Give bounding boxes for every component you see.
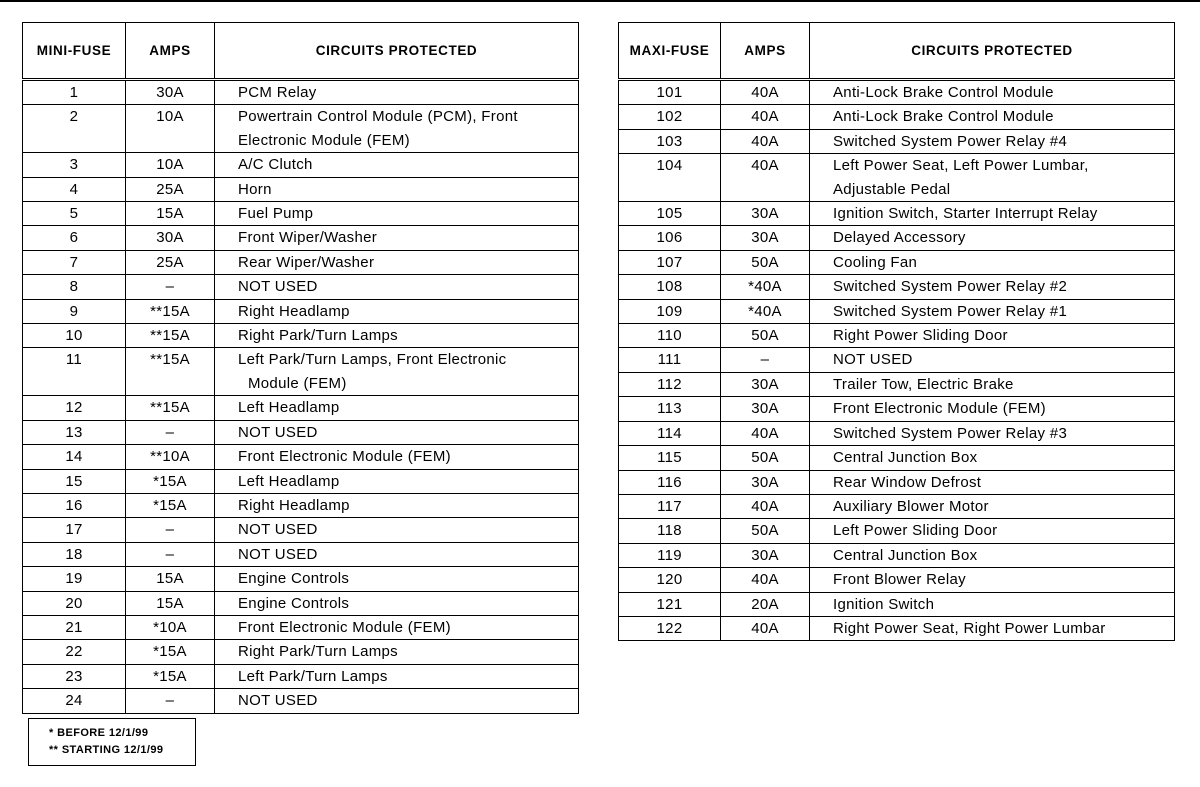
maxi-circuit-cell: [810, 324, 1175, 348]
maxi-circuit-cell: [810, 543, 1175, 567]
mini-amp-rating: 30A: [126, 80, 215, 105]
mini-amp-rating: 25A: [126, 177, 215, 201]
maxi-row: [619, 348, 1175, 372]
maxi-circuit-cell: [810, 202, 1175, 226]
maxi-amp-rating: 50A: [721, 446, 810, 470]
maxi-fuse-number: 121: [619, 592, 721, 616]
maxi-row: [619, 519, 1175, 543]
maxi-amp-rating: 30A: [721, 543, 810, 567]
mini-amp-rating: –: [126, 420, 215, 444]
maxi-fuse-number: 118: [619, 519, 721, 543]
maxi-circuit-cell: [810, 250, 1175, 274]
maxi-circuit-cell: [810, 494, 1175, 518]
maxi-amp-rating: 40A: [721, 154, 810, 202]
mini-amp-rating: –: [126, 689, 215, 713]
mini-circuit-text: Rear Wiper/Washer: [238, 253, 375, 271]
mini-circuit-cell: [215, 664, 579, 688]
mini-amp-rating: *15A: [126, 469, 215, 493]
maxi-row: [619, 324, 1175, 348]
mini-fuse-number: 2: [23, 105, 126, 153]
mini-amp-rating: 30A: [126, 226, 215, 250]
mini-row: [23, 177, 579, 201]
maxi-amp-rating: 50A: [721, 519, 810, 543]
mini-row: [23, 275, 579, 299]
mini-row: [23, 567, 579, 591]
maxi-amp-rating: 40A: [721, 616, 810, 640]
maxi-row: [619, 446, 1175, 470]
maxi-row: [619, 372, 1175, 396]
mini-fuse-number: 1: [23, 80, 126, 105]
mini-row: [23, 80, 579, 105]
maxi-circuit-cell: [810, 154, 1175, 202]
mini-circuit-cell: [215, 348, 579, 396]
mini-row: [23, 250, 579, 274]
mini-fuse-number: 24: [23, 689, 126, 713]
mini-circuit-cell: [215, 226, 579, 250]
mini-row: [23, 493, 579, 517]
maxi-fuse-number: 116: [619, 470, 721, 494]
mini-circuit-cell: [215, 689, 579, 713]
maxi-circuit-text: Switched System Power Relay #1: [833, 302, 1068, 320]
maxi-circuit-cell: [810, 348, 1175, 372]
maxi-circuit-text: Delayed Accessory: [833, 229, 966, 247]
maxi-amp-rating: 30A: [721, 226, 810, 250]
maxi-row: [619, 129, 1175, 153]
maxi-circuits-header: CIRCUITS PROTECTED: [810, 23, 1175, 80]
mini-fuse-number: 7: [23, 250, 126, 274]
maxi-circuit-text: Right Power Sliding Door: [833, 327, 1008, 345]
mini-circuit-text: PCM Relay: [238, 84, 317, 101]
maxi-row: [619, 275, 1175, 299]
maxi-fuse-number: 104: [619, 154, 721, 202]
mini-circuit-text: Left Headlamp: [238, 399, 340, 417]
mini-circuit-text: Engine Controls: [238, 570, 350, 588]
mini-circuit-cell: [215, 518, 579, 542]
mini-fuse-number: 19: [23, 567, 126, 591]
maxi-circuit-text: Left Power Sliding Door: [833, 522, 998, 540]
mini-row: [23, 299, 579, 323]
mini-circuit-text: Horn: [238, 180, 272, 198]
maxi-row: [619, 543, 1175, 567]
mini-fuse-number: 12: [23, 396, 126, 420]
mini-row: [23, 689, 579, 713]
mini-row: [23, 518, 579, 542]
mini-amp-rating: **15A: [126, 348, 215, 396]
mini-circuit-cell: [215, 591, 579, 615]
mini-row: [23, 591, 579, 615]
maxi-amp-rating: *40A: [721, 275, 810, 299]
mini-amp-rating: –: [126, 275, 215, 299]
maxi-row: [619, 592, 1175, 616]
mini-row: [23, 348, 579, 396]
mini-fuse-number: 21: [23, 615, 126, 639]
mini-row: [23, 105, 579, 153]
maxi-circuit-cell: [810, 105, 1175, 129]
mini-circuit-text: Electronic Module (FEM): [238, 131, 410, 149]
maxi-row: [619, 568, 1175, 592]
mini-amp-rating: **10A: [126, 445, 215, 469]
mini-circuit-text: Left Park/Turn Lamps, Front Electronic: [238, 351, 507, 369]
maxi-amp-rating: 40A: [721, 568, 810, 592]
mini-circuit-text: A/C Clutch: [238, 156, 313, 174]
maxi-row: [619, 226, 1175, 250]
maxi-fuse-number: 119: [619, 543, 721, 567]
maxi-amp-rating: 30A: [721, 470, 810, 494]
mini-row: [23, 324, 579, 348]
mini-fuse-number: 22: [23, 640, 126, 664]
maxi-circuit-text: Central Junction Box: [833, 449, 978, 467]
mini-circuit-text: Fuel Pump: [238, 205, 314, 223]
mini-row: [23, 420, 579, 444]
mini-fuse-number: 11: [23, 348, 126, 396]
maxi-amp-rating: 40A: [721, 494, 810, 518]
maxi-row: [619, 250, 1175, 274]
top-rule: [0, 0, 1200, 2]
mini-fuse-number: 10: [23, 324, 126, 348]
maxi-row: [619, 202, 1175, 226]
mini-amp-rating: *15A: [126, 664, 215, 688]
maxi-circuit-text: Cooling Fan: [833, 253, 918, 271]
maxi-fuse-number: 111: [619, 348, 721, 372]
maxi-circuit-text: NOT USED: [833, 351, 913, 369]
maxi-circuit-text: Left Power Seat, Left Power Lumbar,: [833, 157, 1089, 175]
mini-circuit-cell: [215, 640, 579, 664]
maxi-fuse-number: 114: [619, 421, 721, 445]
mini-fuse-number: 8: [23, 275, 126, 299]
maxi-circuit-text: Ignition Switch, Starter Interrupt Relay: [833, 205, 1098, 223]
maxi-row: [619, 494, 1175, 518]
mini-row: [23, 469, 579, 493]
mini-row: [23, 445, 579, 469]
maxi-row: [619, 397, 1175, 421]
mini-circuit-cell: [215, 420, 579, 444]
maxi-row: [619, 299, 1175, 323]
maxi-fuse-number: 113: [619, 397, 721, 421]
maxi-amp-rating: 40A: [721, 80, 810, 105]
mini-circuits-header: CIRCUITS PROTECTED: [215, 23, 579, 80]
maxi-fuse-number: 115: [619, 446, 721, 470]
mini-circuit-text: NOT USED: [238, 545, 318, 563]
maxi-fuse-number: 112: [619, 372, 721, 396]
maxi-amp-rating: –: [721, 348, 810, 372]
maxi-fuse-number: 107: [619, 250, 721, 274]
maxi-row: [619, 154, 1175, 202]
mini-circuit-text: Front Electronic Module (FEM): [238, 448, 451, 466]
maxi-row: [619, 421, 1175, 445]
mini-circuit-cell: [215, 445, 579, 469]
maxi-fuse-number: 106: [619, 226, 721, 250]
mini-row: [23, 226, 579, 250]
mini-row: [23, 202, 579, 226]
mini-amp-rating: 15A: [126, 591, 215, 615]
mini-fuse-number: 6: [23, 226, 126, 250]
maxi-circuit-text: Ignition Switch: [833, 595, 935, 613]
maxi-amps-header: AMPS: [721, 23, 810, 80]
maxi-circuit-cell: [810, 372, 1175, 396]
maxi-amp-rating: 30A: [721, 372, 810, 396]
maxi-fuse-number: 108: [619, 275, 721, 299]
mini-circuit-text: Right Park/Turn Lamps: [238, 327, 398, 345]
mini-circuit-cell: [215, 324, 579, 348]
mini-row: [23, 396, 579, 420]
mini-amp-rating: **15A: [126, 324, 215, 348]
mini-circuit-text: Left Headlamp: [238, 472, 340, 490]
mini-circuit-text: NOT USED: [238, 423, 318, 441]
mini-circuit-text: NOT USED: [238, 521, 318, 539]
mini-header-row: [23, 23, 579, 80]
mini-fuse-number: 18: [23, 542, 126, 566]
maxi-fuse-table: [618, 22, 1175, 641]
mini-fuse-number: 13: [23, 420, 126, 444]
maxi-fuse-rows: [619, 80, 1175, 641]
maxi-circuit-cell: [810, 80, 1175, 105]
mini-circuit-cell: [215, 250, 579, 274]
maxi-circuit-cell: [810, 568, 1175, 592]
mini-circuit-cell: [215, 469, 579, 493]
maxi-amp-rating: 40A: [721, 421, 810, 445]
mini-circuit-text: NOT USED: [238, 692, 318, 710]
maxi-circuit-text: Anti-Lock Brake Control Module: [833, 108, 1054, 126]
mini-fuse-header: MINI-FUSE: [23, 23, 126, 80]
mini-fuse-number: 9: [23, 299, 126, 323]
maxi-circuit-text: Auxiliary Blower Motor: [833, 497, 989, 515]
mini-circuit-cell: [215, 567, 579, 591]
maxi-row: [619, 616, 1175, 640]
maxi-amp-rating: 20A: [721, 592, 810, 616]
mini-amp-rating: **15A: [126, 396, 215, 420]
mini-row: [23, 615, 579, 639]
mini-circuit-text: Right Park/Turn Lamps: [238, 643, 398, 661]
maxi-fuse-number: 122: [619, 616, 721, 640]
maxi-circuit-cell: [810, 592, 1175, 616]
mini-amps-header: AMPS: [126, 23, 215, 80]
maxi-circuit-text: Switched System Power Relay #3: [833, 424, 1068, 442]
maxi-fuse-number: 110: [619, 324, 721, 348]
legend-starting: ** STARTING 12/1/99: [49, 744, 164, 756]
mini-circuit-cell: [215, 202, 579, 226]
mini-row: [23, 153, 579, 177]
maxi-amp-rating: 30A: [721, 397, 810, 421]
maxi-fuse-header: MAXI-FUSE: [619, 23, 721, 80]
mini-circuit-cell: [215, 80, 579, 105]
maxi-fuse-number: 117: [619, 494, 721, 518]
maxi-amp-rating: 30A: [721, 202, 810, 226]
mini-fuse-number: 14: [23, 445, 126, 469]
mini-row: [23, 640, 579, 664]
maxi-amp-rating: 40A: [721, 105, 810, 129]
mini-row: [23, 664, 579, 688]
mini-fuse-number: 23: [23, 664, 126, 688]
mini-fuse-number: 20: [23, 591, 126, 615]
maxi-circuit-cell: [810, 470, 1175, 494]
date-legend: [28, 718, 196, 766]
mini-amp-rating: 25A: [126, 250, 215, 274]
maxi-row: [619, 105, 1175, 129]
mini-circuit-text: Left Park/Turn Lamps: [238, 667, 388, 685]
mini-fuse-number: 5: [23, 202, 126, 226]
mini-circuit-text: Right Headlamp: [238, 302, 350, 320]
maxi-circuit-cell: [810, 226, 1175, 250]
mini-circuit-cell: [215, 542, 579, 566]
maxi-row: [619, 470, 1175, 494]
maxi-header-row: [619, 23, 1175, 80]
maxi-circuit-cell: [810, 129, 1175, 153]
mini-fuse-number: 15: [23, 469, 126, 493]
maxi-row: [619, 80, 1175, 105]
maxi-circuit-text: Adjustable Pedal: [833, 180, 951, 198]
maxi-amp-rating: 40A: [721, 129, 810, 153]
maxi-amp-rating: 50A: [721, 250, 810, 274]
mini-amp-rating: 15A: [126, 202, 215, 226]
maxi-circuit-text: Trailer Tow, Electric Brake: [833, 375, 1014, 393]
mini-fuse-rows: [23, 80, 579, 714]
mini-amp-rating: *15A: [126, 640, 215, 664]
mini-circuit-cell: [215, 396, 579, 420]
mini-fuse-number: 17: [23, 518, 126, 542]
mini-fuse-number: 16: [23, 493, 126, 517]
maxi-fuse-number: 101: [619, 80, 721, 105]
mini-amp-rating: 10A: [126, 153, 215, 177]
mini-amp-rating: *10A: [126, 615, 215, 639]
mini-row: [23, 542, 579, 566]
mini-circuit-cell: [215, 275, 579, 299]
mini-amp-rating: 10A: [126, 105, 215, 153]
maxi-circuit-cell: [810, 299, 1175, 323]
mini-amp-rating: 15A: [126, 567, 215, 591]
mini-circuit-cell: [215, 105, 579, 153]
maxi-circuit-cell: [810, 275, 1175, 299]
maxi-fuse-number: 109: [619, 299, 721, 323]
maxi-circuit-text: Rear Window Defrost: [833, 473, 982, 491]
mini-circuit-cell: [215, 299, 579, 323]
maxi-fuse-number: 120: [619, 568, 721, 592]
mini-fuse-table: [22, 22, 579, 714]
maxi-fuse-number: 102: [619, 105, 721, 129]
legend-before: * BEFORE 12/1/99: [49, 727, 149, 739]
mini-circuit-text: Engine Controls: [238, 594, 350, 612]
maxi-fuse-number: 105: [619, 202, 721, 226]
mini-circuit-text: Front Electronic Module (FEM): [238, 618, 451, 636]
maxi-fuse-number: 103: [619, 129, 721, 153]
maxi-circuit-cell: [810, 519, 1175, 543]
maxi-circuit-text: Central Junction Box: [833, 546, 978, 564]
mini-fuse-number: 3: [23, 153, 126, 177]
mini-circuit-cell: [215, 493, 579, 517]
maxi-amp-rating: 50A: [721, 324, 810, 348]
mini-circuit-text: Front Wiper/Washer: [238, 229, 378, 247]
maxi-circuit-cell: [810, 421, 1175, 445]
mini-circuit-text: Powertrain Control Module (PCM), Front: [238, 108, 518, 126]
mini-circuit-text: Right Headlamp: [238, 496, 350, 514]
maxi-circuit-text: Switched System Power Relay #4: [833, 132, 1068, 150]
maxi-circuit-text: Switched System Power Relay #2: [833, 278, 1068, 296]
maxi-circuit-text: Front Blower Relay: [833, 571, 966, 589]
mini-circuit-cell: [215, 153, 579, 177]
maxi-circuit-text: Front Electronic Module (FEM): [833, 400, 1046, 418]
mini-amp-rating: –: [126, 518, 215, 542]
mini-fuse-number: 4: [23, 177, 126, 201]
maxi-amp-rating: *40A: [721, 299, 810, 323]
mini-amp-rating: *15A: [126, 493, 215, 517]
maxi-circuit-cell: [810, 397, 1175, 421]
mini-amp-rating: –: [126, 542, 215, 566]
mini-circuit-cell: [215, 177, 579, 201]
maxi-circuit-cell: [810, 616, 1175, 640]
mini-amp-rating: **15A: [126, 299, 215, 323]
mini-circuit-text: Module (FEM): [248, 374, 347, 392]
maxi-circuit-text: Anti-Lock Brake Control Module: [833, 84, 1054, 101]
mini-circuit-cell: [215, 615, 579, 639]
maxi-circuit-cell: [810, 446, 1175, 470]
mini-circuit-text: NOT USED: [238, 278, 318, 296]
maxi-circuit-text: Right Power Seat, Right Power Lumbar: [833, 619, 1106, 637]
